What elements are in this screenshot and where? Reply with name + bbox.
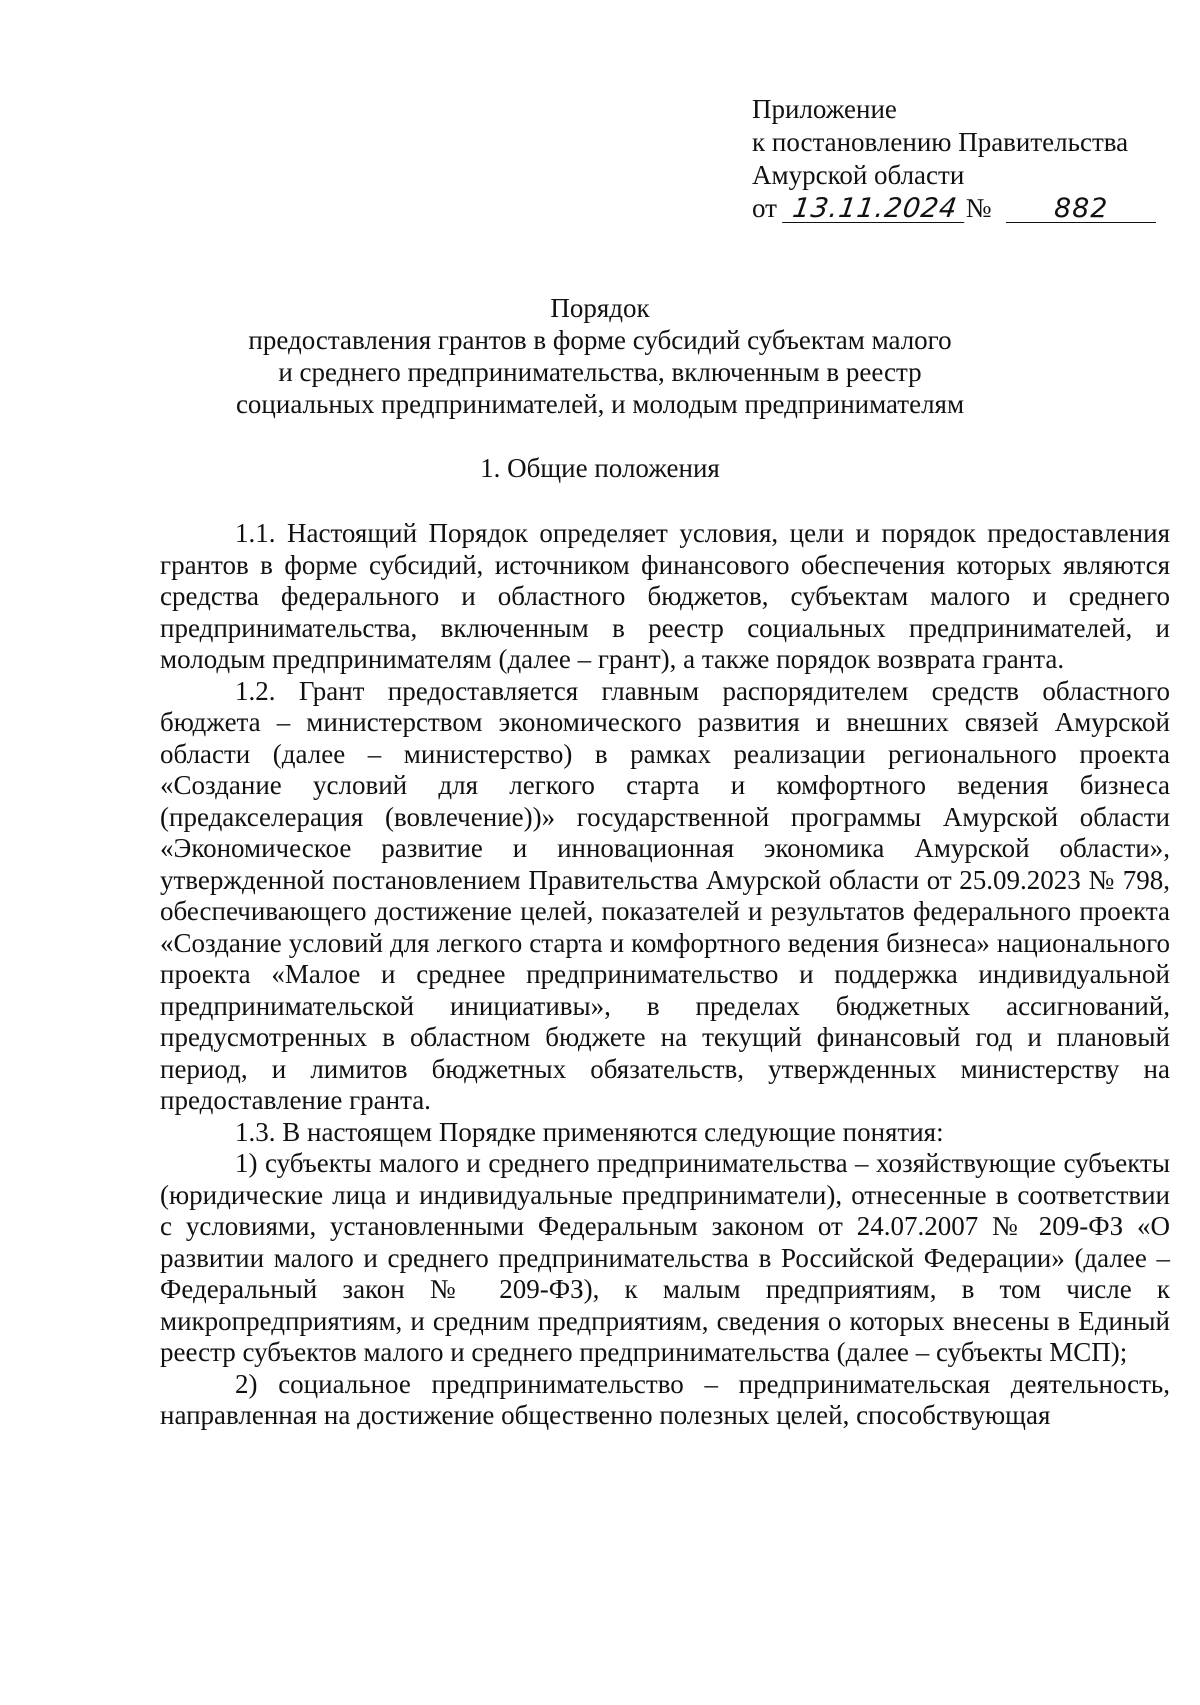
appendix-line-2: к постановлению Правительства	[752, 127, 1129, 157]
paragraph-1-3: 1.3. В настоящем Порядке применяются следующие понятия:	[235, 1116, 944, 1147]
paragraph-1-1: 1.1. Настоящий Порядок определяет условия, цели и порядок предоставления грантов в форме субсидий, источником финансового обеспечения которых являются средства федерального и областного бюджетов, субъектам малого и среднего предпринимательства, включенным в реестр социальных предпринимателей, и молодым предпринимателям (далее – грант), а также порядок возврата гранта.	[160, 518, 1170, 674]
appendix-line-3: Амурской области	[752, 160, 965, 190]
handwritten-date: 13.11.2024	[782, 196, 968, 223]
appendix-date-line	[752, 192, 1172, 225]
document-title	[160, 292, 1040, 420]
number-sign: №	[965, 193, 992, 223]
appendix-header	[752, 93, 1172, 225]
paragraph-definition-2: 2) социальное предпринимательство – предпринимательская деятельность, направленная на достижение общественно полезных целей, способствующая	[160, 1368, 1170, 1430]
appendix-line-1: Приложение	[752, 94, 897, 124]
paragraph-1-2: 1.2. Грант предоставляется главным распорядителем средств областного бюджета – министерством экономического развития и внешних связей Амурской области (далее – министерство) в рамках реализации регионального проекта «Создание условий для легкого старта и комфортного ведения бизнеса (предакселерация (вовлечение))» государственной программы Амурской области «Экономическое развитие и инновационная экономика Амурской области», утвержденной постановлением Правительства Амурской области от 25.09.2023 № 798, обеспечивающего достижение целей, показателей и результатов федерального проекта «Создание условий для легкого старта и комфортного ведения бизнеса» национального проекта «Малое и среднее предпринимательство и поддержка индивидуальной предпринимательской инициативы», в пределах бюджетных ассигнований, предусмотренных в областном бюджете на текущий финансовый год и плановый период, и лимитов бюджетных обязательств, утвержденных министерству на предоставление гранта.	[160, 675, 1170, 1115]
document-body	[160, 518, 1170, 1432]
date-prefix: от	[752, 193, 777, 223]
handwritten-number: 882	[1006, 196, 1156, 223]
title-line-3: и среднего предпринимательства, включенным в реестр	[278, 357, 922, 387]
title-line-2: предоставления грантов в форме субсидий субъектам малого	[248, 325, 952, 355]
title-line-1: Порядок	[550, 293, 650, 323]
paragraph-definition-1: 1) субъекты малого и среднего предпринимательства – хозяйствующие субъекты (юридические лица и индивидуальные предприниматели), отнесенные в соответствии с условиями, установленными Федеральным законом от 24.07.2007 № 209-ФЗ «О развитии малого и среднего предпринимательства в Российской Федерации» (далее – Федеральный закон № 209-ФЗ), к малым предприятиям, в том числе к микропредприятиям, и средним предприятиям, сведения о которых внесены в Единый реестр субъектов малого и среднего предпринимательства (далее – субъекты МСП);	[160, 1148, 1170, 1367]
title-line-4: социальных предпринимателей, и молодым предпринимателям	[235, 389, 965, 419]
section-heading: 1. Общие положения	[480, 453, 720, 483]
